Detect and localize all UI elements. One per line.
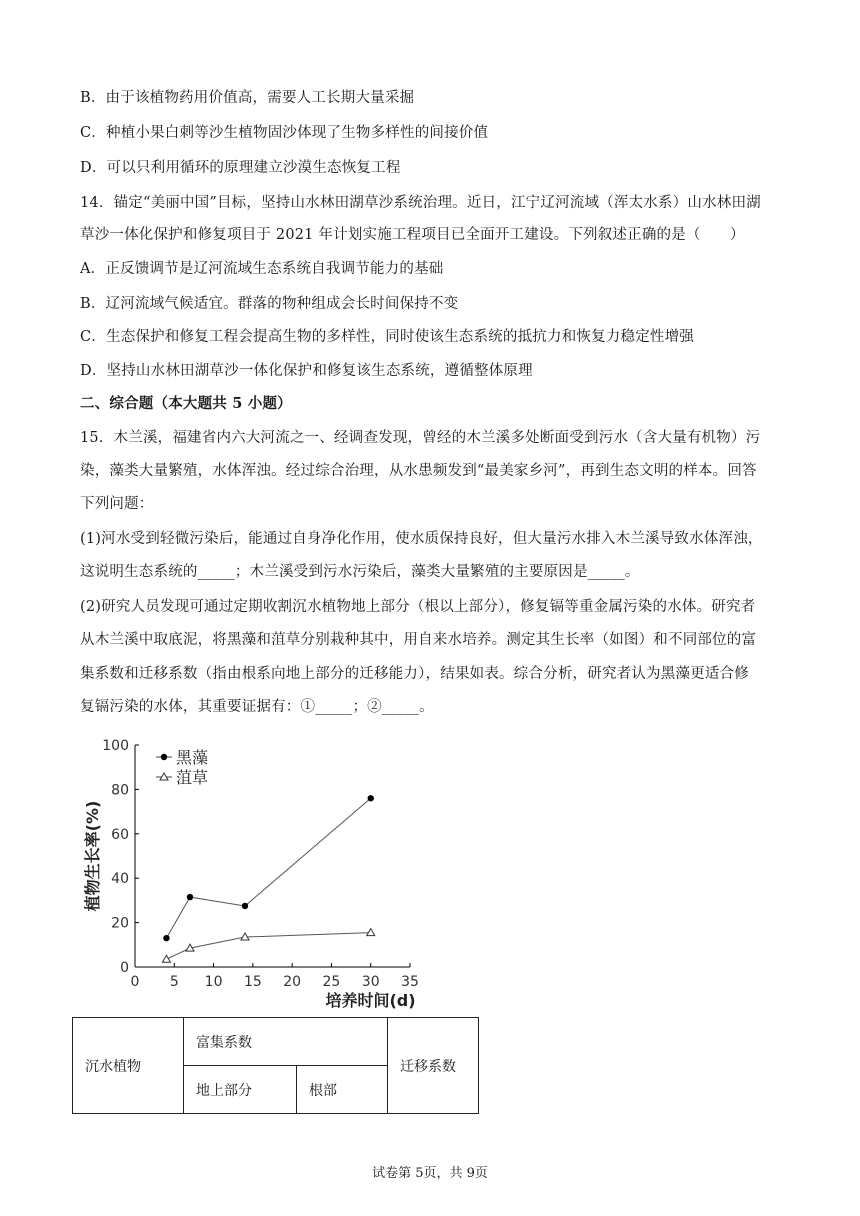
option-c-14: C．生态保护和修复工程会提高生物的多样性，同时使该生态系统的抵抗力和恢复力稳定性增强 [80,329,694,345]
question-15-part2-line4: 复镉污染的水体，其重要证据有：①_____；②_____。 [80,699,434,715]
data-point-heizao [242,903,248,909]
table-header-root: 根部 [297,1066,388,1114]
data-point-zucao [367,929,375,936]
question-15-stem-line2: 染，藻类大量繁殖，水体浑浊。经过综合治理，从水患频发到“最美家乡河”，再到生态文明的样本。回答 [80,463,757,479]
y-axis-label: 植物生长率(%) [83,800,102,912]
y-tick-label: 80 [111,782,129,799]
y-tick-label: 0 [120,960,129,976]
x-tick-label: 20 [283,974,302,990]
legend-label: 黑藻 [176,748,209,767]
series-line-1 [166,798,370,938]
option-a-14: A．正反馈调节是辽河流域生态系统自我调节能力的基础 [80,261,444,277]
question-15-part2-line1: (2)研究人员发现可通过定期收割沉水植物地上部分（根以上部分），修复镉等重金属污染的水体。研究者 [80,599,756,615]
x-tick-label: 30 [361,974,380,990]
option-d-14: D．坚持山水林田湖草沙一体化保护和修复该生态系统，遵循整体原理 [80,363,533,379]
table-header-migration: 迁移系数 [388,1018,479,1114]
page-footer: 试卷第 5页，共 9页 [372,1166,488,1181]
legend-marker [161,754,167,760]
x-tick-label: 0 [130,974,140,990]
data-point-heizao [187,894,193,900]
y-tick-label: 40 [111,871,129,888]
table-header-plant: 沉水植物 [73,1018,184,1114]
option-c-13: C．种植小果白刺等沙生植物固沙体现了生物多样性的间接价值 [80,125,489,141]
question-15-part1-line2: 这说明生态系统的_____；木兰溪受到污水污染后，藻类大量繁殖的主要原因是_____。 [80,564,640,580]
x-tick-label: 5 [169,974,179,990]
question-14-stem-line1: 14．锚定“美丽中国”目标，坚持山水林田湖草沙系统治理。近日，江宁辽河流域（浑太水系）山水林田湖 [80,195,761,211]
question-15-part1-line1: (1)河水受到轻微污染后，能通过自身净化作用，使水质保持良好，但大量污水排入木兰溪导致水体浑浊， [80,531,763,547]
x-tick-label: 10 [204,974,223,990]
question-15-stem-line3: 下列问题： [80,496,154,512]
table-header-enrichment: 富集系数 [184,1018,388,1066]
option-b-14: B．辽河流域气候适宜。群落的物种组成会长时间保持不变 [80,296,459,312]
option-b-13: B．由于该植物药用价值高，需要人工长期大量采掘 [80,90,415,106]
y-tick-label: 100 [102,738,129,754]
question-15-part2-line3: 集系数和迁移系数（指由根系向地上部分的迁移能力），结果如表。综合分析，研究者认为黑藻更适合修 [80,666,749,682]
x-tick-label: 25 [322,974,341,990]
table-header-above-ground: 地上部分 [184,1066,297,1114]
data-point-zucao [162,955,170,962]
series-line-2 [166,933,370,960]
legend-label: 菹草 [176,768,209,787]
x-tick-label: 15 [243,974,262,990]
question-14-stem-line2: 草沙一体化保护和修复项目于 2021 年计划实施工程项目已全面开工建设。下列叙述正确的是（ ） [80,227,745,243]
enrichment-table [72,1017,479,1114]
y-tick-label: 20 [111,915,129,932]
section-heading: 二、综合题（本大题共 5 小题） [80,395,292,412]
growth-rate-chart [76,728,466,1013]
x-axis-label: 培养时间(d) [325,991,416,1010]
data-point-heizao [163,935,169,941]
question-15-part2-line2: 从木兰溪中取底泥，将黑藻和菹草分别栽种其中，用自来水培养。测定其生长率（如图）和不同部位的富 [80,632,757,648]
y-tick-label: 60 [111,826,129,843]
x-tick-label: 35 [401,974,419,990]
data-point-heizao [368,795,374,801]
option-d-13: D．可以只利用循环的原理建立沙漠生态恢复工程 [80,160,401,176]
question-15-stem-line1: 15．木兰溪，福建省内六大河流之一、经调查发现，曾经的木兰溪多处断面受到污水（含大量有机物）污 [80,430,761,446]
